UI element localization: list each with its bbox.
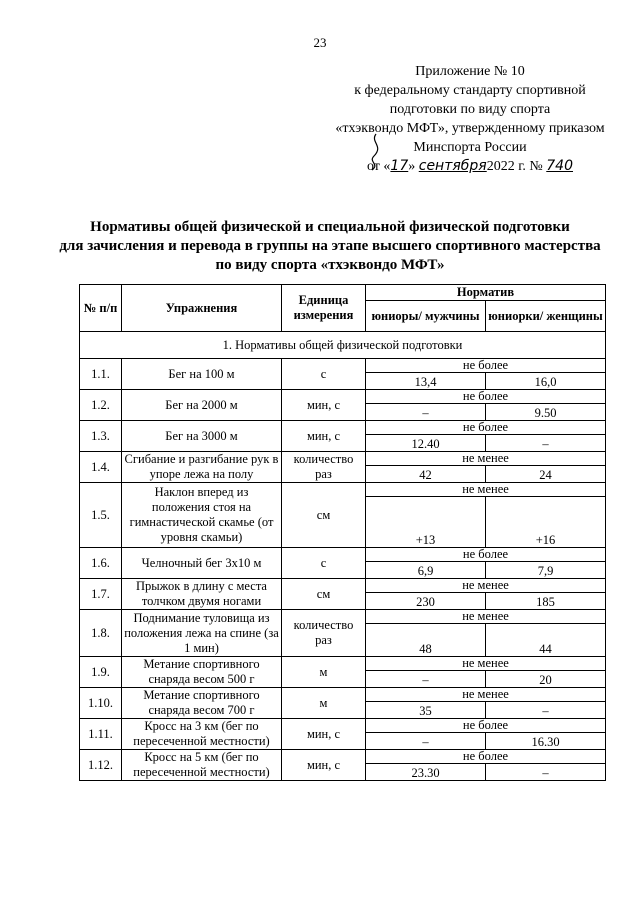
row-unit: м bbox=[282, 688, 366, 719]
value-juniors-f: 9.50 bbox=[486, 404, 606, 421]
header-exercise: Упражнения bbox=[122, 285, 282, 332]
table-row bbox=[80, 548, 606, 562]
row-number: 1.8. bbox=[80, 610, 122, 657]
row-condition: не менее bbox=[366, 688, 606, 702]
row-exercise: Поднимание туловища из положения лежа на спине (за 1 мин) bbox=[122, 610, 282, 657]
row-unit: см bbox=[282, 579, 366, 610]
row-unit: количество раз bbox=[282, 610, 366, 657]
row-exercise: Бег на 2000 м bbox=[122, 390, 282, 421]
row-condition: не более bbox=[366, 390, 606, 404]
value-juniors-f: 16.30 bbox=[486, 733, 606, 750]
row-exercise: Наклон вперед из положения стоя на гимнастической скамье (от уровня скамьи) bbox=[122, 483, 282, 548]
row-condition: не менее bbox=[366, 610, 606, 624]
table-row bbox=[80, 610, 606, 624]
row-exercise: Кросс на 5 км (бег по пересеченной местности) bbox=[122, 750, 282, 781]
row-number: 1.7. bbox=[80, 579, 122, 610]
row-condition: не более bbox=[366, 719, 606, 733]
section-heading: 1. Нормативы общей физической подготовки bbox=[80, 332, 606, 359]
row-exercise: Сгибание и разгибание рук в упоре лежа на полу bbox=[122, 452, 282, 483]
row-number: 1.4. bbox=[80, 452, 122, 483]
value-juniors-m: 12.40 bbox=[366, 435, 486, 452]
norms-table bbox=[79, 284, 606, 781]
handwritten-number: 740 bbox=[546, 158, 573, 174]
row-condition: не менее bbox=[366, 579, 606, 593]
value-juniors-f: – bbox=[486, 702, 606, 719]
table-row bbox=[80, 421, 606, 435]
row-condition: не менее bbox=[366, 452, 606, 466]
table-row bbox=[80, 359, 606, 373]
row-exercise: Прыжок в длину с места толчком двумя ногами bbox=[122, 579, 282, 610]
row-exercise: Челночный бег 3х10 м bbox=[122, 548, 282, 579]
value-juniors-m: 230 bbox=[366, 593, 486, 610]
row-number: 1.5. bbox=[80, 483, 122, 548]
row-condition: не более bbox=[366, 359, 606, 373]
header-num: № п/п bbox=[80, 285, 122, 332]
row-unit: количество раз bbox=[282, 452, 366, 483]
row-exercise: Метание спортивного снаряда весом 500 г bbox=[122, 657, 282, 688]
table-row bbox=[80, 657, 606, 671]
row-number: 1.3. bbox=[80, 421, 122, 452]
value-juniors-f: +16 bbox=[486, 497, 606, 548]
row-exercise: Бег на 3000 м bbox=[122, 421, 282, 452]
row-exercise: Метание спортивного снаряда весом 700 г bbox=[122, 688, 282, 719]
title-line: для зачисления и перевода в группы на этапе высшего спортивного мастерства bbox=[59, 238, 601, 254]
header-unit: Единица измерения bbox=[282, 285, 366, 332]
value-juniors-m: – bbox=[366, 733, 486, 750]
value-juniors-f: – bbox=[486, 435, 606, 452]
header-norm: Норматив bbox=[366, 285, 606, 301]
row-number: 1.12. bbox=[80, 750, 122, 781]
table-row bbox=[80, 390, 606, 404]
header-juniors-f: юниорки/ женщины bbox=[486, 301, 606, 332]
value-juniors-f: 20 bbox=[486, 671, 606, 688]
table-row bbox=[80, 452, 606, 466]
row-number: 1.6. bbox=[80, 548, 122, 579]
document-title bbox=[40, 218, 620, 275]
appendix-line: Приложение № 10 bbox=[415, 64, 525, 79]
value-juniors-f: 7,9 bbox=[486, 562, 606, 579]
title-line: Нормативы общей физической и специальной физической подготовки bbox=[90, 219, 570, 235]
row-exercise: Бег на 100 м bbox=[122, 359, 282, 390]
appendix-line: подготовки по виду спорта bbox=[389, 102, 551, 117]
appendix-line: «тхэквондо МФТ», утвержденному приказом bbox=[335, 121, 605, 136]
table-row bbox=[80, 483, 606, 497]
row-condition: не более bbox=[366, 750, 606, 764]
row-unit: мин, с bbox=[282, 390, 366, 421]
value-juniors-f: 16,0 bbox=[486, 373, 606, 390]
value-juniors-f: 185 bbox=[486, 593, 606, 610]
row-unit: мин, с bbox=[282, 421, 366, 452]
row-condition: не более bbox=[366, 548, 606, 562]
row-unit: с bbox=[282, 548, 366, 579]
row-unit: мин, с bbox=[282, 719, 366, 750]
handwritten-month: сентября bbox=[418, 158, 487, 174]
value-juniors-m: – bbox=[366, 404, 486, 421]
row-number: 1.1. bbox=[80, 359, 122, 390]
value-juniors-m: +13 bbox=[366, 497, 486, 548]
row-unit: м bbox=[282, 657, 366, 688]
appendix-line: Минспорта России bbox=[413, 140, 527, 155]
appendix-line: к федеральному стандарту спортивной bbox=[354, 83, 586, 98]
row-number: 1.9. bbox=[80, 657, 122, 688]
value-juniors-m: 13,4 bbox=[366, 373, 486, 390]
table-row bbox=[80, 719, 606, 733]
table-row bbox=[80, 688, 606, 702]
value-juniors-m: 42 bbox=[366, 466, 486, 483]
row-condition: не более bbox=[366, 421, 606, 435]
signature-mark bbox=[362, 132, 392, 172]
row-number: 1.2. bbox=[80, 390, 122, 421]
value-juniors-f: – bbox=[486, 764, 606, 781]
row-number: 1.11. bbox=[80, 719, 122, 750]
value-juniors-f: 24 bbox=[486, 466, 606, 483]
value-juniors-f: 44 bbox=[486, 624, 606, 657]
header-juniors-m: юниоры/ мужчины bbox=[366, 301, 486, 332]
row-unit: см bbox=[282, 483, 366, 548]
row-condition: не менее bbox=[366, 483, 606, 497]
title-line: по виду спорта «тхэквондо МФТ» bbox=[215, 257, 445, 273]
table-row bbox=[80, 750, 606, 764]
page-number: 23 bbox=[313, 35, 327, 50]
handwritten-day: 17 bbox=[390, 158, 409, 174]
value-juniors-m: – bbox=[366, 671, 486, 688]
row-number: 1.10. bbox=[80, 688, 122, 719]
table-row bbox=[80, 579, 606, 593]
row-exercise: Кросс на 3 км (бег по пересеченной местности) bbox=[122, 719, 282, 750]
value-juniors-m: 35 bbox=[366, 702, 486, 719]
row-condition: не менее bbox=[366, 657, 606, 671]
value-juniors-m: 6,9 bbox=[366, 562, 486, 579]
value-juniors-m: 23.30 bbox=[366, 764, 486, 781]
row-unit: мин, с bbox=[282, 750, 366, 781]
row-unit: с bbox=[282, 359, 366, 390]
value-juniors-m: 48 bbox=[366, 624, 486, 657]
appendix-block bbox=[310, 62, 630, 176]
appendix-date: от «17» сентября2022 г. № 740 bbox=[366, 158, 573, 174]
